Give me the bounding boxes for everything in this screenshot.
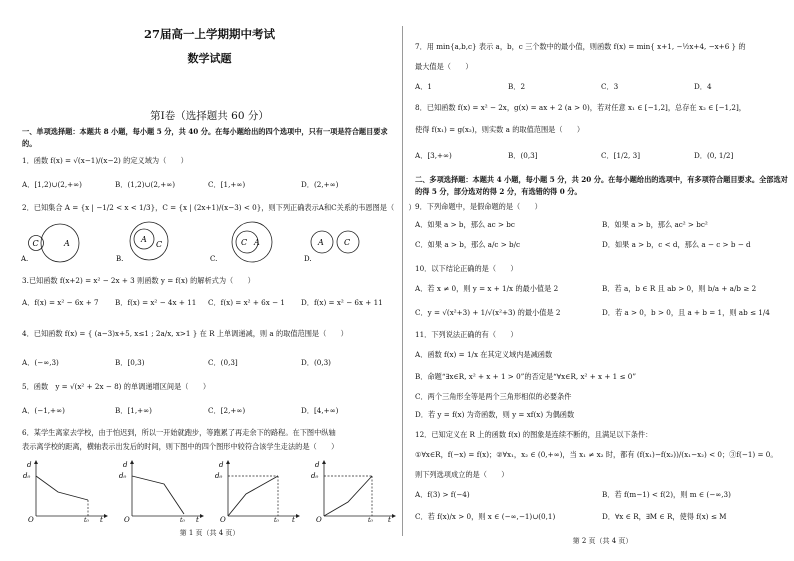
- origin-label: O: [220, 516, 226, 524]
- question-12-options-row-2: [415, 512, 790, 522]
- page-right: [415, 0, 790, 561]
- page-footer-left: 第 1 页（共 4 页）: [179, 529, 240, 537]
- question-6-line-2: 表示离学校的距离，横轴表示出发后的时间，则下图中的四个图形中较符合该学生走法的是（ ）: [22, 442, 339, 451]
- question-1: 1．函数 f(x) = √(x−1)/(x−2) 的定义域为（ ）: [22, 156, 188, 165]
- t-axis-label: t: [292, 516, 295, 524]
- question-1-options: [22, 180, 397, 190]
- option-b: B．2: [508, 82, 526, 91]
- question-3: 3.已知函数 f(x+2) = x² − 2x + 3 则函数 y = f(x) 的解析式为（ ）: [22, 276, 255, 285]
- option-a: A．f(3) > f(−4): [415, 490, 470, 499]
- venn-label-c: C: [344, 238, 351, 247]
- question-12-line-3: 则下列选项成立的是（ ）: [415, 470, 509, 479]
- t-axis-label: t: [388, 516, 391, 524]
- y-axis-label: d: [315, 461, 320, 469]
- option-d: D．[4,+∞): [301, 406, 339, 415]
- question-11-option-c: C．两个三角形全等是两个三角形相似的必要条件: [415, 392, 572, 401]
- venn-label-a: A: [254, 238, 260, 247]
- option-d: D．(0, 1/2]: [694, 151, 734, 160]
- option-c: C．[1/2, 3]: [601, 151, 641, 160]
- question-7-line-2: 最大值是（ ）: [415, 62, 473, 71]
- option-a: A．(−∞,3): [22, 358, 59, 367]
- option-d: D．如果 a > b，c < d，那么 a − c > b − d: [602, 240, 751, 249]
- question-12-line-1: 12．已知定义在 R 上的函数 f(x) 的图象是连续不断的，且满足以下条件：: [415, 430, 653, 439]
- section-one-heading: 一、单项选择题：本题共 8 小题，每小题 5 分，共 40 分。在每小题给出的四个选项中，只有一项是符合题目要求的。: [22, 127, 388, 148]
- venn-label-c: C: [156, 240, 163, 249]
- y0-label: d₀: [119, 472, 127, 480]
- venn-label-a: A: [141, 235, 147, 244]
- option-d: D．(0,3): [301, 358, 331, 367]
- question-5-options: [22, 406, 397, 416]
- option-a: A．f(x) = x² − 6x + 7: [22, 298, 99, 307]
- t-axis-label: t: [196, 516, 199, 524]
- exam-title: 27届高一上学期期中考试: [143, 27, 275, 41]
- y-axis-label: d: [219, 461, 224, 469]
- venn-option-b: B.: [116, 255, 124, 263]
- option-c: C．(0,3]: [208, 358, 238, 367]
- page-footer-right: 第 2 页（共 4 页）: [572, 537, 633, 545]
- option-d: D．若 a > 0，b > 0，且 a + b = 1，则 ab ≤ 1/4: [602, 308, 770, 317]
- question-8-options: [415, 151, 790, 161]
- option-a: A．若 x ≠ 0，则 y = x + 1/x 的最小值是 2: [415, 284, 559, 293]
- option-b: B．f(x) = x² − 4x + 11: [115, 298, 197, 307]
- question-10-options-row-2: [415, 308, 790, 318]
- option-a: A．[3,+∞): [415, 151, 452, 160]
- y0-label: d₀: [23, 472, 31, 480]
- question-11-option-b: B．命题“∃x∈R, x² + x + 1 > 0”的否定是“∀x∈R, x² + x + 1 ≤ 0”: [415, 372, 637, 381]
- graph-d: [311, 461, 394, 524]
- venn-d: [304, 231, 359, 263]
- question-5: 5．函数 y = √(x² + 2x − 8) 的单调递增区间是（ ）: [22, 382, 211, 391]
- column-divider: [402, 26, 403, 536]
- question-12-options-row-1: [415, 490, 790, 500]
- option-a: A．[1,2)∪(2,+∞): [22, 180, 82, 189]
- option-b: B．(0,3]: [508, 151, 538, 160]
- venn-a: [20, 224, 79, 263]
- option-c: C．3: [601, 82, 619, 91]
- option-c: C．[1,+∞): [208, 180, 246, 189]
- t0-label: t₀: [368, 517, 373, 524]
- origin-label: O: [316, 516, 322, 524]
- option-a: A．(−1,+∞): [22, 406, 65, 415]
- exam-subject: 数学试题: [187, 52, 232, 65]
- t0-label: t₀: [180, 517, 185, 524]
- question-9-options-row-2: [415, 240, 790, 250]
- option-b: B．若 a，b ∈ R 且 ab > 0，则 b/a + a/b ≥ 2: [602, 284, 757, 293]
- y-axis-label: d: [27, 461, 32, 469]
- venn-b: [116, 222, 168, 263]
- venn-label-c: C: [32, 239, 39, 248]
- question-4-options: [22, 358, 397, 368]
- option-d: D．∀x ∈ R，∃M ∈ R，使得 f(x) ≤ M: [602, 512, 727, 521]
- option-c: C．y = √(x²+3) + 1/√(x²+3) 的最小值是 2: [415, 308, 561, 317]
- question-2: 2．已知集合 A = {x | −1/2 < x < 1/3}，C = {x | (2x+1)/(x−3) < 0}，则下列正确表示A和C关系的韦恩图是（ ）: [22, 203, 416, 212]
- option-d: D．4: [694, 82, 712, 91]
- origin-label: O: [124, 516, 130, 524]
- page-left: [21, 0, 416, 561]
- option-b: B．[0,3): [115, 358, 145, 367]
- option-b: B．(1,2)∪(2,+∞): [115, 180, 176, 189]
- option-b: B．如果 a > b，那么 ac² > bc²: [602, 220, 708, 229]
- question-10: 10．以下结论正确的是（ ）: [415, 264, 518, 273]
- graph-a: [23, 461, 106, 524]
- option-c: C．f(x) = x² + 6x − 1: [208, 298, 285, 307]
- y0-label: d₀: [215, 472, 223, 480]
- option-c: C．如果 a > b，那么 a/c > b/c: [415, 240, 521, 249]
- t0-label: t₀: [84, 517, 89, 524]
- venn-label-c: C: [241, 238, 248, 247]
- question-8-line-2: 使得 f(x₁) = g(x₂)，则实数 a 的取值范围是（ ）: [415, 125, 585, 134]
- graph-c: [215, 461, 298, 524]
- question-7-line-1: 7．用 min{a,b,c} 表示 a，b，c 三个数中的最小值，则函数 f(x) = min{ x+1, −½x+4, −x+6 } 的: [415, 42, 746, 51]
- t-axis-label: t: [100, 516, 103, 524]
- question-11-option-d: D．若 y = f(x) 为奇函数，则 y = xf(x) 为偶函数: [415, 410, 575, 419]
- question-12-line-2: ①∀x∈R，f(−x) = f(x)；②∀x₁，x₂ ∈ (0,+∞)，当 x₁ ≠ x₂ 时，都有 (f(x₁)−f(x₂))/(x₁−x₂) < 0；③f(−1) = 0。: [415, 450, 778, 459]
- option-b: B．若 f(m−1) < f(2)，则 m ∈ (−∞,3): [602, 490, 731, 499]
- venn-label-a: A: [318, 238, 324, 247]
- venn-diagrams: [22, 222, 397, 262]
- part-title: 第Ⅰ卷（选择题共 60 分）: [150, 110, 269, 122]
- venn-option-d: D.: [304, 255, 312, 263]
- venn-c: [210, 222, 272, 263]
- question-9: 9．下列命题中，是假命题的是（ ）: [415, 202, 542, 211]
- option-a: A．1: [415, 82, 432, 91]
- graph-b: [119, 461, 202, 524]
- y-axis-label: d: [123, 461, 128, 469]
- venn-option-c: C.: [210, 255, 218, 263]
- question-6-line-1: 6．某学生离家去学校，由于怕迟到，所以一开始就跑步，等跑累了再走余下的路程。在下图中纵轴: [22, 428, 336, 437]
- question-11: 11．下列说法正确的有（ ）: [415, 330, 518, 339]
- option-b: B．[1,+∞): [115, 406, 152, 415]
- question-7-options: [415, 82, 790, 92]
- y0-label: d₀: [311, 472, 319, 480]
- question-8-line-1: 8．已知函数 f(x) = x² − 2x，g(x) = ax + 2 (a > 0)，若对任意 x₁ ∈ [−1,2]，总存在 x₂ ∈ [−1,2]，: [415, 103, 746, 112]
- section-two-heading: 二、多项选择题：本题共 4 小题，每小题 5 分，共 20 分。在每小题给出的选项中，有多项符合题目要求。全部选对的得 5 分，部分选对的得 2 分，有选错的得 0 分。: [415, 175, 788, 196]
- option-d: D．f(x) = x² − 6x + 11: [301, 298, 383, 307]
- question-4: 4．已知函数 f(x) = { (a−3)x+5, x≤1 ; 2a/x, x>1 } 在 R 上单调递减，则 a 的取值范围是（ ）: [22, 329, 348, 338]
- venn-label-a: A: [64, 239, 70, 248]
- t0-label: t₀: [274, 517, 279, 524]
- question-11-option-a: A．函数 f(x) = 1/x 在其定义域内是减函数: [415, 350, 553, 359]
- option-d: D．(2,+∞): [301, 180, 339, 189]
- question-10-options-row-1: [415, 284, 790, 294]
- venn-option-a: A.: [21, 255, 29, 263]
- origin-label: O: [28, 516, 34, 524]
- option-a: A．如果 a > b，那么 ac > bc: [415, 220, 515, 229]
- option-c: C．[2,+∞): [208, 406, 246, 415]
- distance-time-graphs: [22, 458, 397, 522]
- question-9-options-row-1: [415, 220, 790, 230]
- option-c: C．若 f(x)/x > 0，则 x ∈ (−∞,−1)∪(0,1): [415, 512, 556, 521]
- question-3-options: [22, 298, 397, 308]
